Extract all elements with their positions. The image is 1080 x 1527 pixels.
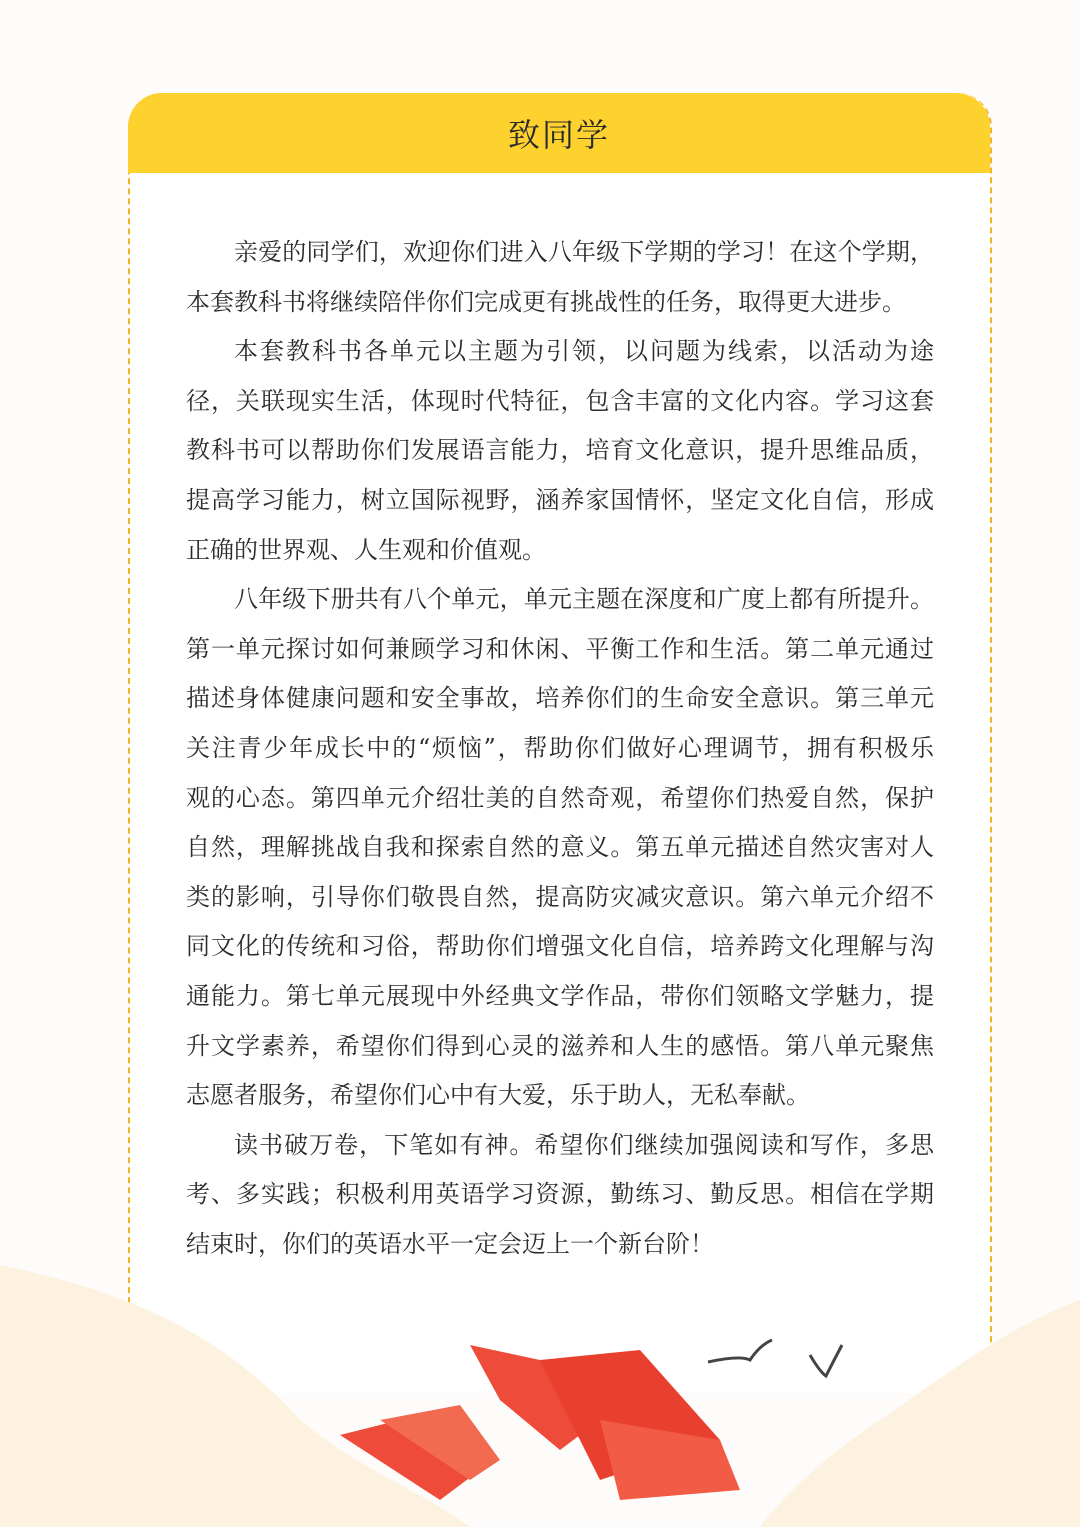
text-line: 本套教科书将继续陪伴你们完成更有挑战性的任务，取得更大进步。 <box>186 287 906 316</box>
text-line: 教科书可以帮助你们发展语言能力，培育文化意识，提升思维品质， <box>186 436 934 465</box>
text-line: 八年级下册共有八个单元，单元主题在深度和广度上都有所提升。 <box>234 585 934 614</box>
text-line: 类的影响，引导你们敬畏自然，提高防灾减灾意识。第六单元介绍不 <box>186 882 934 911</box>
text-line: 本套教科书各单元以主题为引领，以问题为线索，以活动为途 <box>234 337 934 366</box>
wave-left <box>0 1265 470 1527</box>
text-line: 正确的世界观、人生观和价值观。 <box>186 535 546 564</box>
text-line: 考、多实践；积极利用英语学习资源，勤练习、勤反思。相信在学期 <box>186 1180 934 1209</box>
wave-right <box>760 1300 1080 1527</box>
text-line: 结束时，你们的英语水平一定会迈上一个新台阶！ <box>186 1229 714 1258</box>
text-line: 升文学素养，希望你们得到心灵的滋养和人生的感悟。第八单元聚焦 <box>186 1031 934 1060</box>
text-line: 自然，理解挑战自我和探索自然的意义。第五单元描述自然灾害对人 <box>186 833 934 862</box>
text-line: 志愿者服务，希望你们心中有大爱，乐于助人，无私奉献。 <box>186 1081 810 1110</box>
text-line: 第一单元探讨如何兼顾学习和休闲、平衡工作和生活。第二单元通过 <box>186 634 934 663</box>
text-line: 同文化的传统和习俗，帮助你们增强文化自信，培养跨文化理解与沟 <box>186 932 934 961</box>
text-line: 亲爱的同学们，欢迎你们进入八年级下学期的学习！在这个学期， <box>234 238 934 266</box>
text-line: 观的心态。第四单元介绍壮美的自然奇观，希望你们热爱自然，保护 <box>186 783 934 812</box>
flying-book-icon <box>340 1345 740 1500</box>
text-line: 通能力。第七单元展现中外经典文学作品，带你们领略文学魅力，提 <box>186 981 934 1010</box>
text-line: 关注青少年成长中的“烦恼”，帮助你们做好心理调节，拥有积极乐 <box>186 733 934 762</box>
page-title: 致同学 <box>507 116 610 154</box>
text-line: 读书破万卷，下笔如有神。希望你们继续加强阅读和写作，多思 <box>234 1130 934 1159</box>
text-line: 径，关联现实生活，体现时代特征，包含丰富的文化内容。学习这套 <box>186 386 934 415</box>
text-line: 提高学习能力，树立国际视野，涵养家国情怀，坚定文化自信，形成 <box>186 485 934 514</box>
bird-icon <box>708 1340 842 1376</box>
text-line: 描述身体健康问题和安全事故，培养你们的生命安全意识。第三单元 <box>186 684 934 713</box>
